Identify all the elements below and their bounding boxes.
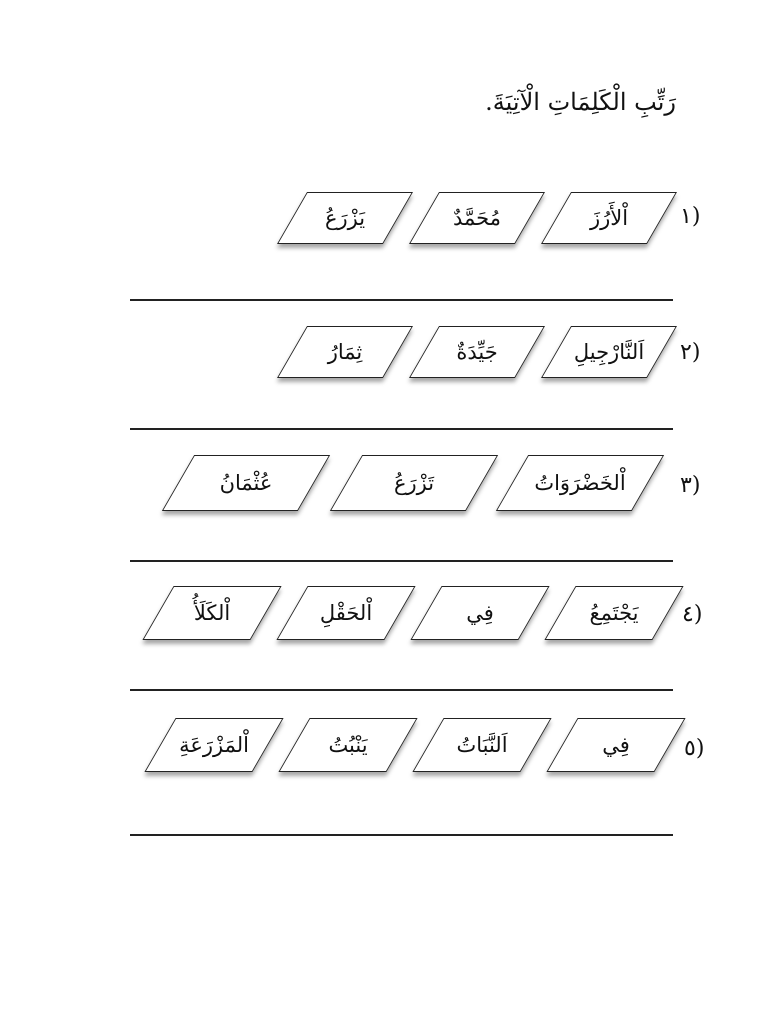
- word-label: اْلحَقْلِ: [319, 601, 373, 625]
- word-label: اْلخَضْرَوَاتُ: [534, 471, 626, 495]
- instruction-title: رَتِّبِ الْكَلِمَاتِ الْآتِيَةَ.: [485, 88, 676, 116]
- word-card[interactable]: [546, 718, 685, 772]
- word-card[interactable]: [544, 586, 683, 640]
- word-card[interactable]: [409, 326, 545, 378]
- word-card[interactable]: [410, 586, 549, 640]
- question-number: ١): [680, 204, 701, 229]
- question-number: ٢): [680, 340, 701, 365]
- exercise-row-1: [0, 192, 768, 256]
- word-card[interactable]: [496, 455, 664, 511]
- word-card[interactable]: [412, 718, 551, 772]
- answer-line[interactable]: [130, 689, 673, 691]
- word-label: اَلنَّارْجِيلِ: [573, 340, 645, 364]
- word-card[interactable]: [276, 586, 415, 640]
- word-card[interactable]: [142, 586, 281, 640]
- word-label: اْلكَلَأُ: [193, 601, 231, 625]
- question-number: ٣): [680, 473, 701, 498]
- word-label: يَزْرَعُ: [324, 206, 366, 230]
- word-card[interactable]: [541, 326, 677, 378]
- exercise-row-2: [0, 326, 768, 390]
- question-number: ٥): [684, 736, 705, 761]
- word-label: ثِمَارُ: [327, 340, 363, 364]
- word-card[interactable]: [541, 192, 677, 244]
- answer-line[interactable]: [130, 560, 673, 562]
- question-number: ٤): [682, 602, 703, 627]
- word-label: جَيِّدَةٌ: [456, 340, 498, 364]
- word-card[interactable]: [409, 192, 545, 244]
- exercise-row-4: [0, 586, 768, 650]
- answer-line[interactable]: [130, 299, 673, 301]
- answer-line[interactable]: [130, 834, 673, 836]
- word-card[interactable]: [330, 455, 498, 511]
- answer-line[interactable]: [130, 428, 673, 430]
- word-card[interactable]: [277, 326, 413, 378]
- word-card[interactable]: [162, 455, 330, 511]
- exercise-row-5: [0, 718, 768, 782]
- word-label: اْلأَرُزَ: [589, 206, 629, 230]
- word-label: مُحَمَّدٌ: [453, 206, 501, 230]
- word-label: عُثْمَانُ: [219, 471, 273, 495]
- word-label: يَنْبُتُ: [328, 733, 368, 757]
- word-label: يَجْتَمِعُ: [589, 601, 639, 625]
- word-card[interactable]: [144, 718, 283, 772]
- word-label: تَزْرَعُ: [393, 471, 435, 495]
- word-label: اْلمَزْرَعَةِ: [179, 733, 249, 757]
- word-label: فِي: [602, 733, 630, 757]
- word-label: اَلنَّبَاتُ: [456, 733, 508, 757]
- word-card[interactable]: [278, 718, 417, 772]
- word-card[interactable]: [277, 192, 413, 244]
- exercise-row-3: [0, 455, 768, 519]
- word-label: فِي: [466, 601, 494, 625]
